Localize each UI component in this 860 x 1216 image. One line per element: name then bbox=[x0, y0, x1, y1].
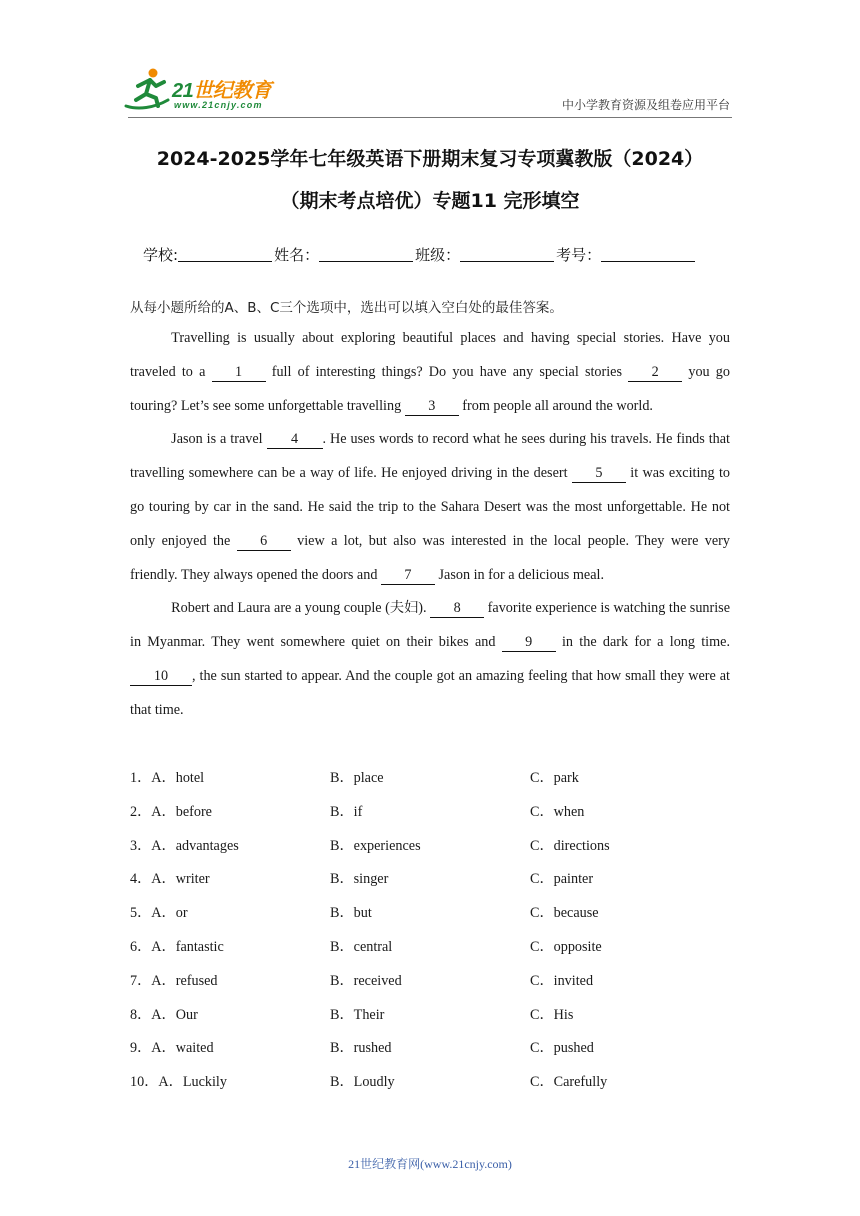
option-a-label: A．hotel bbox=[151, 770, 205, 786]
blank-7[interactable]: 7 bbox=[381, 566, 435, 585]
option-c[interactable]: C．His bbox=[530, 1006, 574, 1023]
option-a-label: A．Luckily bbox=[158, 1074, 227, 1091]
logo-brand bbox=[172, 74, 271, 103]
blank-8[interactable]: 8 bbox=[430, 599, 484, 618]
option-b[interactable]: B．Loudly bbox=[330, 1074, 395, 1091]
option-a[interactable] bbox=[130, 798, 212, 826]
blank-6[interactable]: 6 bbox=[237, 532, 291, 551]
number-label: 考号： bbox=[556, 246, 602, 264]
question-number: 2． bbox=[130, 803, 152, 820]
option-b[interactable]: B．singer bbox=[330, 871, 389, 888]
question-number: 8． bbox=[130, 1006, 152, 1023]
option-b[interactable]: B．central bbox=[330, 938, 393, 955]
option-b[interactable]: B．Their bbox=[330, 1006, 385, 1023]
option-b[interactable]: B．received bbox=[330, 972, 402, 989]
paragraph-3 bbox=[130, 592, 730, 727]
option-a[interactable] bbox=[130, 764, 204, 792]
question-number: 9． bbox=[130, 1040, 152, 1057]
blank-1[interactable]: 1 bbox=[212, 363, 266, 382]
option-c[interactable]: C．when bbox=[530, 803, 585, 820]
blank-5[interactable]: 5 bbox=[572, 464, 626, 483]
question-number: 1． bbox=[130, 770, 152, 786]
option-a-label: A．or bbox=[151, 905, 188, 922]
option-row bbox=[130, 1001, 730, 1035]
passage-text: Robert and Laura are a young couple (夫妇). bbox=[171, 600, 431, 617]
logo-brand-number: 21 bbox=[172, 80, 194, 102]
option-a[interactable] bbox=[130, 1001, 198, 1029]
passage-text: from people all around the world. bbox=[458, 397, 653, 414]
blank-2[interactable]: 2 bbox=[628, 363, 682, 382]
option-a[interactable] bbox=[130, 899, 188, 927]
blank-10[interactable]: 10 bbox=[130, 667, 192, 686]
header-divider bbox=[128, 117, 732, 118]
question-number: 10． bbox=[130, 1074, 159, 1091]
option-row bbox=[130, 967, 730, 1001]
option-a-label: A．refused bbox=[151, 972, 218, 989]
number-blank[interactable] bbox=[601, 245, 695, 262]
option-c[interactable]: C．Carefully bbox=[530, 1074, 608, 1091]
blank-3[interactable]: 3 bbox=[405, 397, 459, 416]
passage-text: full of interesting things? Do you have any special stories bbox=[265, 363, 629, 380]
answer-options bbox=[130, 764, 730, 1102]
option-row bbox=[130, 865, 730, 899]
option-c[interactable]: C．invited bbox=[530, 972, 594, 989]
option-c[interactable]: C．directions bbox=[530, 837, 610, 854]
site-logo[interactable] bbox=[120, 66, 290, 116]
question-number: 6． bbox=[130, 938, 152, 955]
option-row bbox=[130, 933, 730, 967]
document-title-line2: （期末考点培优）专题11 完形填空 bbox=[280, 190, 580, 212]
class-label: 班级： bbox=[415, 246, 461, 264]
platform-tagline: 中小学教育资源及组卷应用平台 bbox=[561, 98, 730, 112]
option-c[interactable]: C．because bbox=[530, 905, 599, 922]
question-number: 4． bbox=[130, 871, 152, 888]
page-header bbox=[0, 0, 860, 120]
document-title-line1: 2024-2025学年七年级英语下册期末复习专项冀教版（2024） bbox=[156, 148, 704, 170]
option-c[interactable]: C．pushed bbox=[530, 1040, 594, 1057]
option-row bbox=[130, 1034, 730, 1068]
option-a-label: A．waited bbox=[151, 1040, 214, 1057]
option-a[interactable] bbox=[130, 967, 217, 995]
runner-logo-icon bbox=[120, 66, 172, 114]
option-a-label: A．writer bbox=[151, 871, 210, 888]
option-b[interactable]: B．place bbox=[330, 770, 384, 786]
option-c[interactable]: C．opposite bbox=[530, 938, 602, 955]
option-c[interactable]: C．park bbox=[530, 770, 579, 786]
option-row bbox=[130, 1068, 730, 1102]
class-blank[interactable] bbox=[460, 245, 554, 262]
option-a[interactable] bbox=[130, 1068, 227, 1096]
option-a[interactable] bbox=[130, 865, 210, 893]
name-label: 姓名： bbox=[274, 246, 320, 264]
page-footer[interactable]: 21世纪教育网(www.21cnjy.com) bbox=[348, 1157, 512, 1171]
option-a-label: A．fantastic bbox=[151, 938, 224, 955]
school-blank[interactable] bbox=[178, 245, 272, 262]
passage-text: view a lot, but also was interested in the local people. They were very friendly. They always opened the doors and bbox=[130, 532, 730, 583]
option-row bbox=[130, 798, 730, 832]
option-b[interactable]: B．if bbox=[330, 803, 363, 820]
passage-text: you go touring? Let’s see some unforgettable travelling bbox=[130, 363, 730, 414]
passage-text: . He uses words to record what he sees during his travels. He finds that travelling somewhere can be a way of life. He enjoyed driving in the desert bbox=[130, 431, 730, 482]
option-a[interactable] bbox=[130, 1034, 214, 1062]
cloze-passage bbox=[130, 322, 730, 728]
option-b[interactable]: B．rushed bbox=[330, 1040, 392, 1057]
option-a-label: A．Our bbox=[151, 1006, 198, 1023]
name-blank[interactable] bbox=[319, 245, 413, 262]
passage-text: it was exciting to go touring by car in the sand. He said the trip to the Sahara Desert was the most unforgettable. He not only enjoyed the bbox=[130, 465, 731, 549]
question-number: 7． bbox=[130, 972, 152, 989]
option-b[interactable]: B．but bbox=[330, 905, 372, 922]
option-c[interactable]: C．painter bbox=[530, 871, 594, 888]
question-number: 3． bbox=[130, 837, 152, 854]
passage-text: , the sun started to appear. And the couple got an amazing feeling that how small they were at that time. bbox=[130, 667, 730, 718]
option-b[interactable]: B．experiences bbox=[330, 837, 421, 854]
paragraph-1 bbox=[130, 322, 730, 423]
question-number: 5． bbox=[130, 905, 152, 922]
school-label: 学校: bbox=[143, 246, 179, 264]
passage-text: in the dark for a long time. bbox=[555, 634, 731, 651]
option-a[interactable] bbox=[130, 832, 239, 860]
option-row bbox=[130, 832, 730, 866]
student-info-row bbox=[143, 244, 697, 265]
passage-text: favorite experience is watching the sunrise in Myanmar. They went somewhere quiet on their bikes and bbox=[130, 600, 730, 651]
instruction-text: 从每小题所给的A、B、C三个选项中，选出可以填入空白处的最佳答案。 bbox=[130, 300, 563, 316]
blank-4[interactable]: 4 bbox=[267, 430, 323, 449]
option-row bbox=[130, 764, 730, 798]
passage-text: Travelling is usually about exploring beautiful places and having special stories. Have you traveled to a bbox=[130, 330, 730, 380]
option-a[interactable] bbox=[130, 933, 224, 961]
logo-brand-cn: 世纪教育 bbox=[193, 80, 272, 102]
passage-text: Jason in for a delicious meal. bbox=[434, 566, 604, 583]
option-a-label: A．before bbox=[151, 803, 212, 820]
paragraph-2 bbox=[130, 423, 730, 592]
option-row bbox=[130, 899, 730, 933]
logo-url: www.21cnjy.com bbox=[174, 100, 263, 110]
option-a-label: A．advantages bbox=[151, 837, 239, 854]
passage-text: Jason is a travel bbox=[171, 431, 267, 448]
blank-9[interactable]: 9 bbox=[502, 633, 556, 652]
